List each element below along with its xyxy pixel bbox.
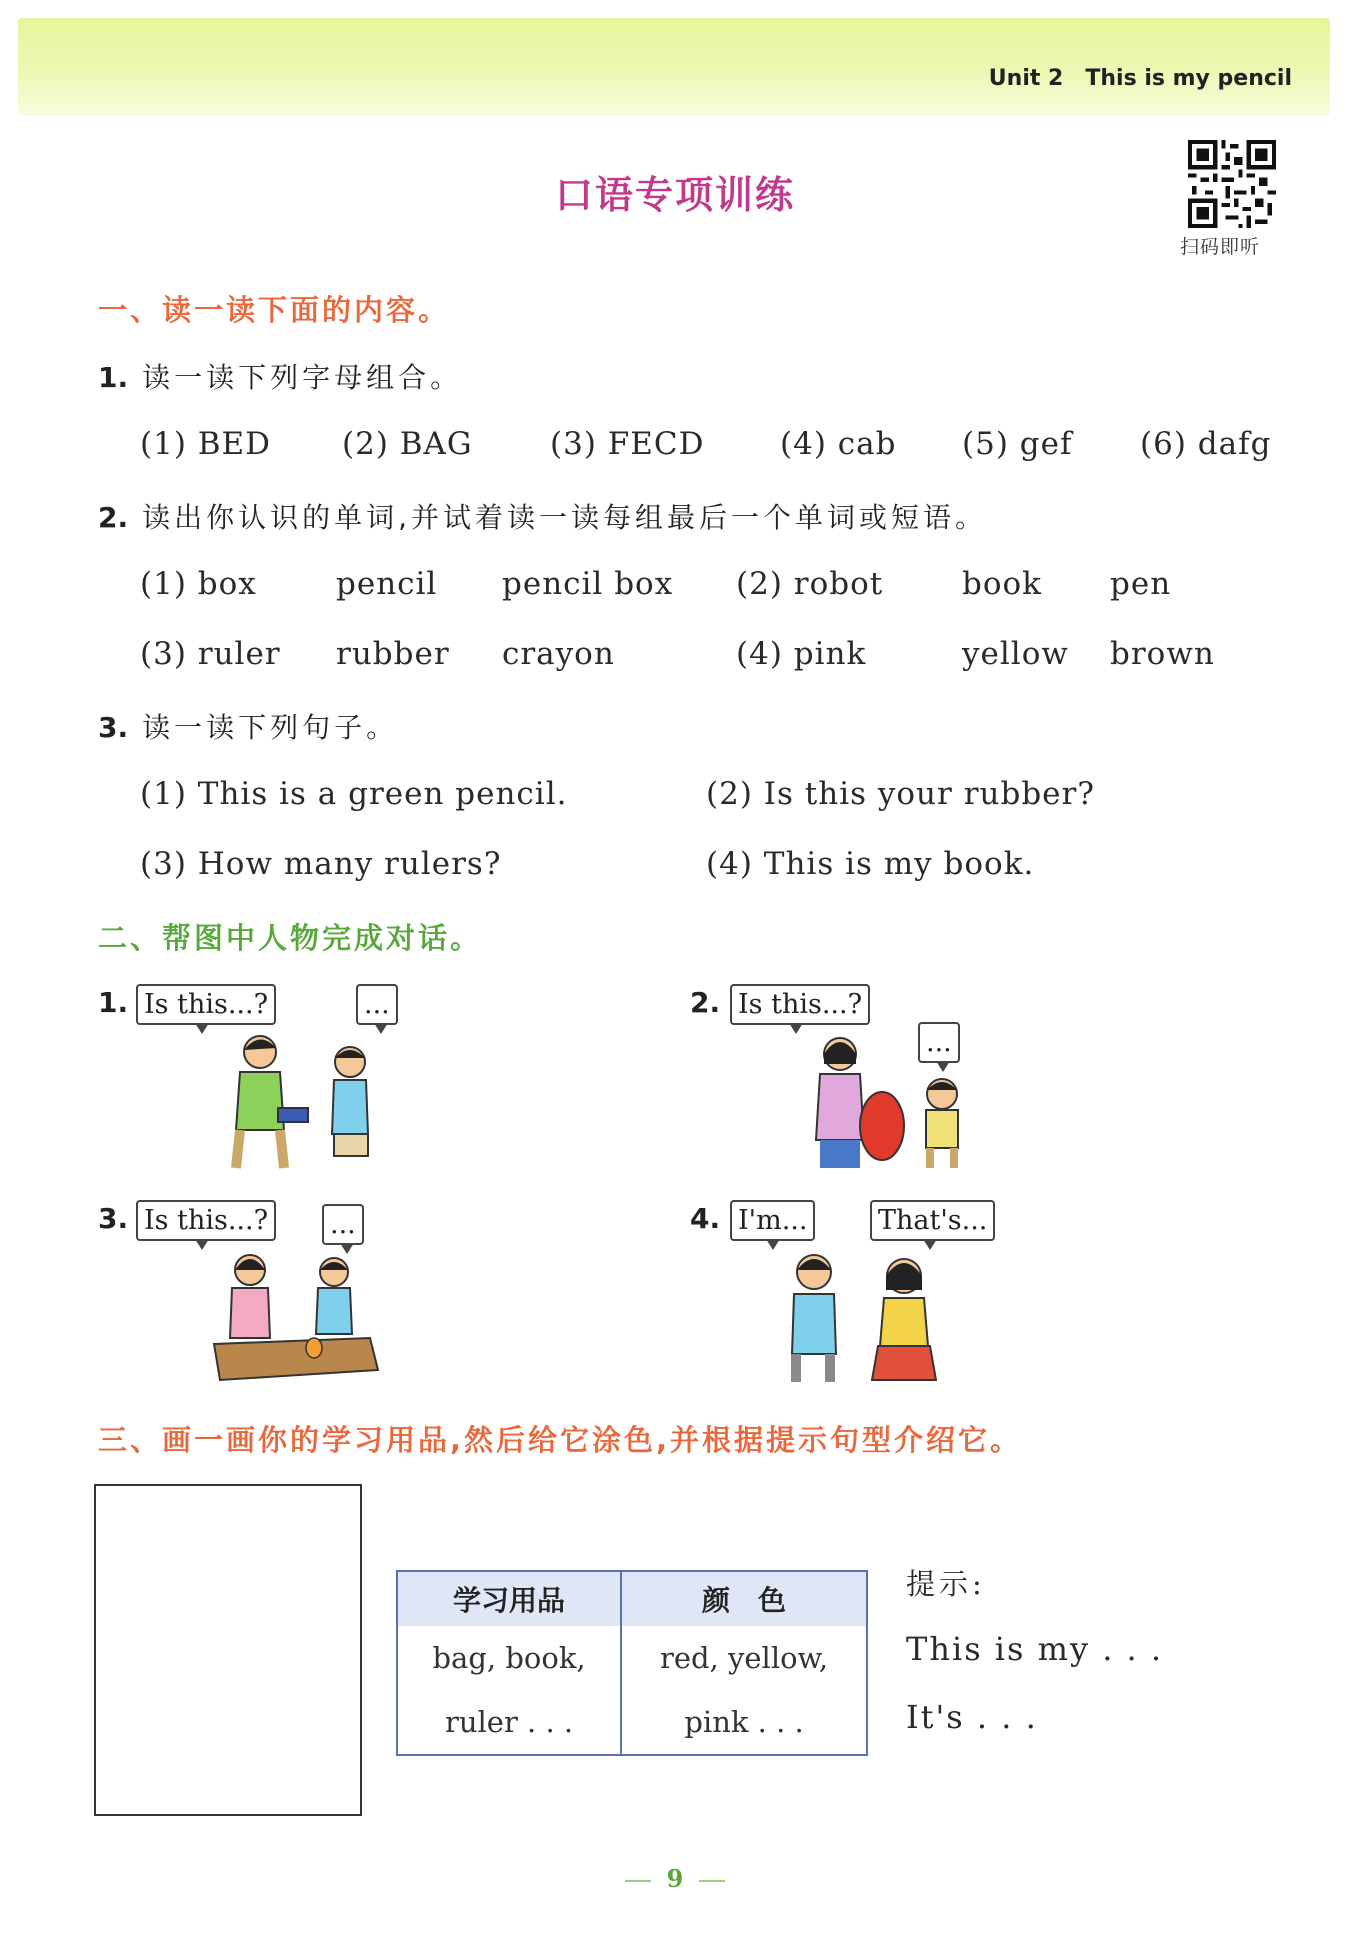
- dialogue-illustration-3: [210, 1248, 380, 1384]
- speech-bubble: Is this...?: [730, 984, 870, 1025]
- letter-group: (3) FECD: [550, 426, 705, 462]
- sentence: (1) This is a green pencil.: [140, 776, 568, 812]
- speech-bubble: That's...: [870, 1200, 995, 1241]
- page-number: [0, 1864, 1350, 1893]
- table-cell: bag, book,: [397, 1626, 621, 1690]
- section3-heading: 三、画一画你的学习用品,然后给它涂色,并根据提示句型介绍它。: [98, 1423, 1023, 1457]
- q1-prompt: [98, 356, 462, 396]
- letter-group: (2) BAG: [342, 426, 473, 462]
- speech-bubble: Is this...?: [136, 984, 276, 1025]
- supplies-table: [396, 1570, 868, 1756]
- speech-bubble: ...: [918, 1022, 960, 1063]
- q3-number: 3.: [98, 711, 129, 744]
- word-item: (3) ruler: [140, 636, 281, 672]
- page-number-value: 9: [666, 1864, 684, 1893]
- word-item: pencil: [336, 566, 438, 602]
- hint-sentence: This is my . . .: [906, 1630, 1164, 1668]
- letter-group: (4) cab: [780, 426, 897, 462]
- word-item: pen: [1110, 566, 1172, 602]
- word-item: brown: [1110, 636, 1215, 672]
- dialogue-illustration-2: [790, 1030, 980, 1170]
- unit-label: Unit 2: [988, 66, 1064, 91]
- section1-heading: 一、读一读下面的内容。: [98, 293, 451, 327]
- speech-bubble: ...: [356, 984, 398, 1025]
- page-title: 口语专项训练: [554, 173, 795, 217]
- speech-bubble: ...: [322, 1204, 364, 1245]
- panel-number: 3.: [98, 1202, 129, 1235]
- drawing-box[interactable]: [94, 1484, 362, 1816]
- panel-number: 4.: [690, 1202, 721, 1235]
- header-unit: [989, 66, 1292, 91]
- table-cell: red, yellow,: [659, 1641, 829, 1675]
- q1-number: 1.: [98, 361, 129, 394]
- table-cell: ruler . . .: [397, 1690, 621, 1755]
- q2-text: 读出你认识的单词,并试着读一读每组最后一个单词或短语。: [142, 501, 988, 534]
- speech-bubble: Is this...?: [136, 1200, 276, 1241]
- dialogue-illustration-1: [200, 1030, 400, 1170]
- letter-group: (6) dafg: [1140, 426, 1272, 462]
- word-item: (1) box: [140, 566, 257, 602]
- qr-label: 扫码即听: [1180, 236, 1261, 258]
- section2-heading: 二、帮图中人物完成对话。: [98, 921, 483, 955]
- word-item: book: [962, 566, 1042, 602]
- dialogue-illustration-4: [764, 1246, 954, 1384]
- q3-text: 读一读下列句子。: [142, 711, 399, 744]
- page-rule-left: [625, 1880, 651, 1882]
- q1-text: 读一读下列字母组合。: [142, 361, 463, 394]
- letter-group: (5) gef: [962, 426, 1073, 462]
- table-header: 颜 色: [621, 1571, 867, 1626]
- word-item: pencil box: [502, 566, 674, 602]
- word-item: yellow: [962, 636, 1069, 672]
- page-rule-right: [699, 1880, 725, 1882]
- sentence: (3) How many rulers?: [140, 846, 502, 882]
- sentence: (2) Is this your rubber?: [706, 776, 1095, 812]
- table-cell: pink . . .: [684, 1705, 804, 1739]
- table-header: 学习用品: [397, 1571, 621, 1626]
- word-item: (4) pink: [736, 636, 867, 672]
- unit-title: This is my pencil: [1085, 66, 1292, 91]
- word-item: rubber: [336, 636, 450, 672]
- q3-prompt: [98, 706, 398, 746]
- qr-code-icon[interactable]: [1188, 140, 1276, 228]
- panel-number: 1.: [98, 986, 129, 1019]
- word-item: crayon: [502, 636, 615, 672]
- panel-number: 2.: [690, 986, 721, 1019]
- speech-bubble: I'm...: [730, 1200, 815, 1241]
- hint-sentence: It's . . .: [906, 1698, 1038, 1736]
- q2-number: 2.: [98, 501, 129, 534]
- word-item: (2) robot: [736, 566, 884, 602]
- letter-group: (1) BED: [140, 426, 272, 462]
- hint-title: 提示:: [906, 1567, 986, 1601]
- sentence: (4) This is my book.: [706, 846, 1035, 882]
- q2-prompt: [98, 496, 987, 536]
